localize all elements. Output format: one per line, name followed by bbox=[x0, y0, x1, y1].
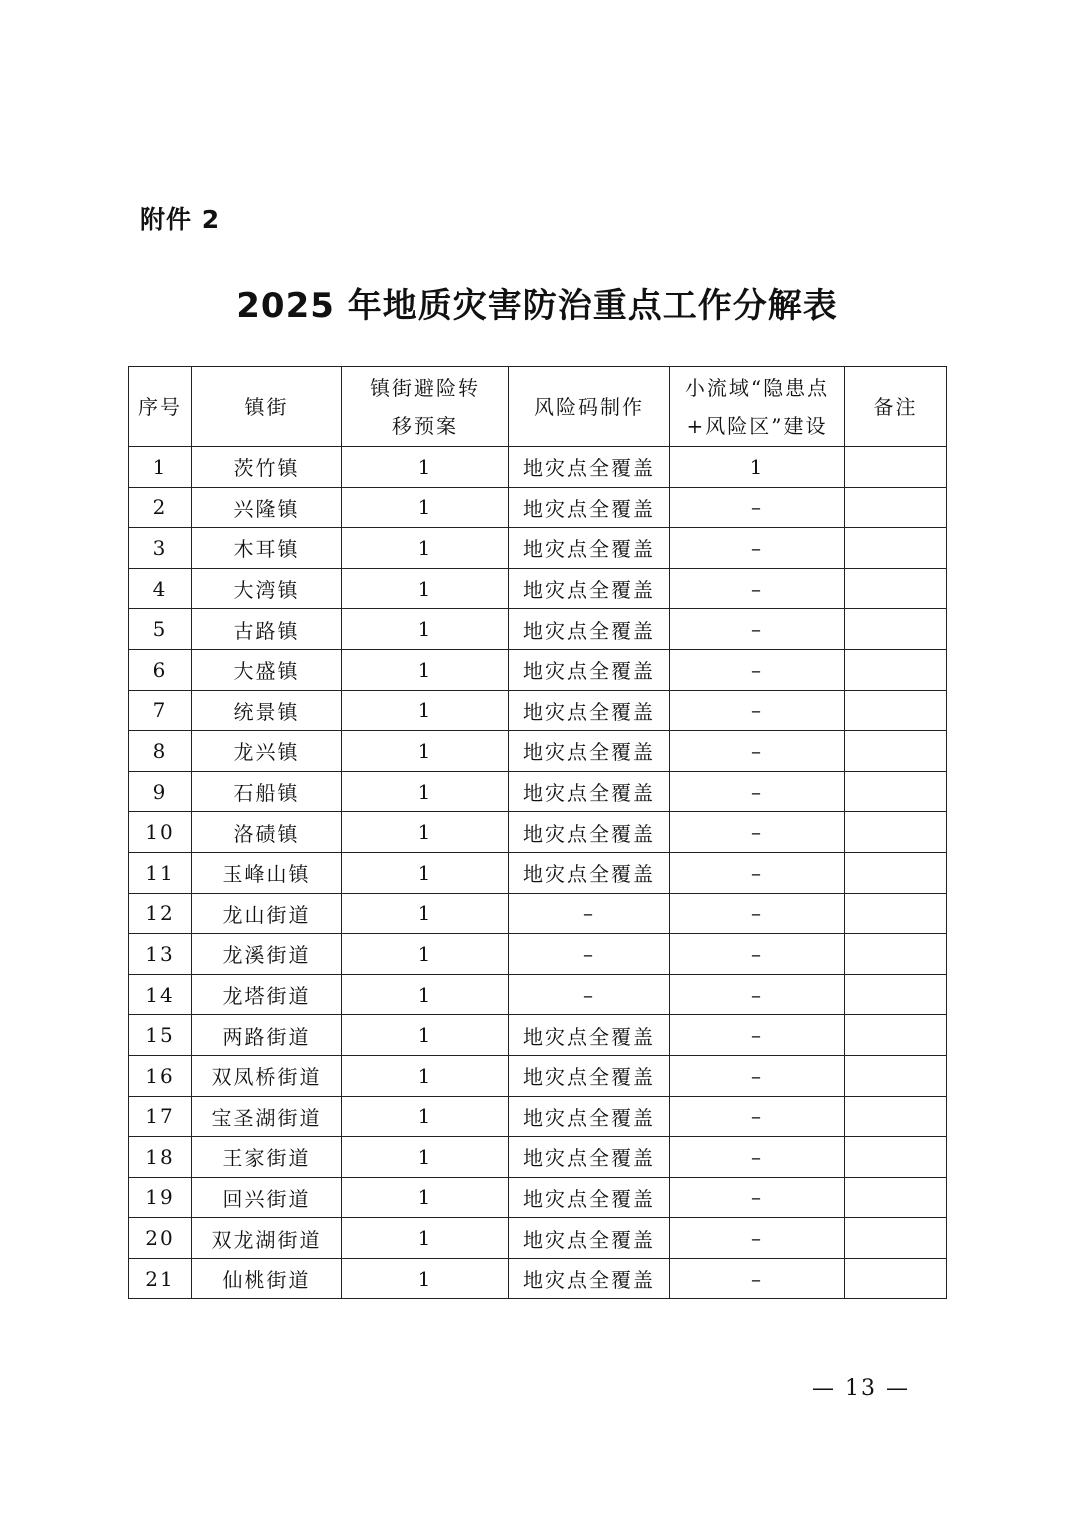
cell-note bbox=[845, 447, 947, 488]
cell-town: 大湾镇 bbox=[192, 568, 342, 609]
cell-plan: 1 bbox=[342, 731, 509, 772]
cell-no: 17 bbox=[129, 1096, 192, 1137]
cell-basin: – bbox=[670, 771, 845, 812]
cell-basin: – bbox=[670, 649, 845, 690]
cell-basin: – bbox=[670, 1258, 845, 1299]
cell-no: 14 bbox=[129, 974, 192, 1015]
table-row bbox=[129, 1015, 947, 1056]
cell-no: 6 bbox=[129, 649, 192, 690]
table-row bbox=[129, 852, 947, 893]
page-number: — 13 — bbox=[812, 1376, 910, 1401]
table-row bbox=[129, 487, 947, 528]
table-body bbox=[129, 447, 947, 1299]
cell-town: 仙桃街道 bbox=[192, 1258, 342, 1299]
table-row bbox=[129, 528, 947, 569]
cell-plan: 1 bbox=[342, 974, 509, 1015]
cell-plan: 1 bbox=[342, 1137, 509, 1178]
cell-code: 地灾点全覆盖 bbox=[509, 1258, 670, 1299]
cell-town: 双凤桥街道 bbox=[192, 1055, 342, 1096]
cell-no: 11 bbox=[129, 852, 192, 893]
cell-no: 15 bbox=[129, 1015, 192, 1056]
cell-town: 王家街道 bbox=[192, 1137, 342, 1178]
cell-code: 地灾点全覆盖 bbox=[509, 487, 670, 528]
cell-no: 10 bbox=[129, 812, 192, 853]
cell-basin: – bbox=[670, 731, 845, 772]
cell-no: 9 bbox=[129, 771, 192, 812]
cell-plan: 1 bbox=[342, 1096, 509, 1137]
table-row bbox=[129, 1258, 947, 1299]
cell-note bbox=[845, 852, 947, 893]
cell-basin: – bbox=[670, 528, 845, 569]
cell-note bbox=[845, 934, 947, 975]
cell-basin: – bbox=[670, 1177, 845, 1218]
table-row bbox=[129, 1137, 947, 1178]
cell-basin: – bbox=[670, 1218, 845, 1259]
cell-plan: 1 bbox=[342, 568, 509, 609]
cell-town: 古路镇 bbox=[192, 609, 342, 650]
cell-plan: 1 bbox=[342, 852, 509, 893]
cell-plan: 1 bbox=[342, 934, 509, 975]
table-row bbox=[129, 1218, 947, 1259]
cell-basin: – bbox=[670, 1015, 845, 1056]
cell-town: 龙兴镇 bbox=[192, 731, 342, 772]
cell-basin: – bbox=[670, 852, 845, 893]
cell-basin: – bbox=[670, 812, 845, 853]
cell-note bbox=[845, 1096, 947, 1137]
table-row bbox=[129, 731, 947, 772]
cell-code: 地灾点全覆盖 bbox=[509, 568, 670, 609]
table-row bbox=[129, 974, 947, 1015]
cell-no: 5 bbox=[129, 609, 192, 650]
cell-town: 玉峰山镇 bbox=[192, 852, 342, 893]
cell-code: 地灾点全覆盖 bbox=[509, 1218, 670, 1259]
table-row bbox=[129, 609, 947, 650]
cell-no: 19 bbox=[129, 1177, 192, 1218]
cell-no: 2 bbox=[129, 487, 192, 528]
table-row bbox=[129, 771, 947, 812]
cell-town: 回兴街道 bbox=[192, 1177, 342, 1218]
cell-basin: – bbox=[670, 568, 845, 609]
cell-town: 龙塔街道 bbox=[192, 974, 342, 1015]
table-row bbox=[129, 649, 947, 690]
table-row bbox=[129, 893, 947, 934]
cell-plan: 1 bbox=[342, 447, 509, 488]
attachment-label: 附件 2 bbox=[140, 205, 221, 234]
cell-no: 21 bbox=[129, 1258, 192, 1299]
cell-note bbox=[845, 893, 947, 934]
cell-plan: 1 bbox=[342, 1055, 509, 1096]
cell-note bbox=[845, 487, 947, 528]
cell-note bbox=[845, 1177, 947, 1218]
cell-town: 两路街道 bbox=[192, 1015, 342, 1056]
cell-code: 地灾点全覆盖 bbox=[509, 690, 670, 731]
cell-plan: 1 bbox=[342, 812, 509, 853]
cell-plan: 1 bbox=[342, 690, 509, 731]
table-header-row bbox=[129, 367, 947, 447]
cell-basin: – bbox=[670, 487, 845, 528]
cell-basin: – bbox=[670, 1096, 845, 1137]
header-cell-no: 序号 bbox=[129, 367, 192, 447]
cell-code: 地灾点全覆盖 bbox=[509, 1177, 670, 1218]
cell-no: 12 bbox=[129, 893, 192, 934]
cell-code: 地灾点全覆盖 bbox=[509, 852, 670, 893]
cell-code: 地灾点全覆盖 bbox=[509, 1137, 670, 1178]
cell-town: 茨竹镇 bbox=[192, 447, 342, 488]
cell-town: 龙山街道 bbox=[192, 893, 342, 934]
cell-no: 3 bbox=[129, 528, 192, 569]
cell-note bbox=[845, 568, 947, 609]
cell-no: 4 bbox=[129, 568, 192, 609]
cell-plan: 1 bbox=[342, 528, 509, 569]
table-row bbox=[129, 568, 947, 609]
cell-code: – bbox=[509, 974, 670, 1015]
cell-plan: 1 bbox=[342, 1218, 509, 1259]
cell-code: 地灾点全覆盖 bbox=[509, 731, 670, 772]
cell-town: 宝圣湖街道 bbox=[192, 1096, 342, 1137]
cell-code: 地灾点全覆盖 bbox=[509, 812, 670, 853]
cell-no: 20 bbox=[129, 1218, 192, 1259]
table-row bbox=[129, 1096, 947, 1137]
table-row bbox=[129, 934, 947, 975]
cell-note bbox=[845, 812, 947, 853]
cell-town: 龙溪街道 bbox=[192, 934, 342, 975]
table-row bbox=[129, 1055, 947, 1096]
cell-plan: 1 bbox=[342, 609, 509, 650]
cell-note bbox=[845, 690, 947, 731]
cell-plan: 1 bbox=[342, 1258, 509, 1299]
cell-code: 地灾点全覆盖 bbox=[509, 1015, 670, 1056]
cell-basin: – bbox=[670, 690, 845, 731]
table-row bbox=[129, 447, 947, 488]
cell-plan: 1 bbox=[342, 649, 509, 690]
cell-town: 大盛镇 bbox=[192, 649, 342, 690]
cell-code: – bbox=[509, 934, 670, 975]
cell-no: 1 bbox=[129, 447, 192, 488]
cell-code: 地灾点全覆盖 bbox=[509, 649, 670, 690]
cell-no: 7 bbox=[129, 690, 192, 731]
cell-plan: 1 bbox=[342, 771, 509, 812]
cell-town: 石船镇 bbox=[192, 771, 342, 812]
cell-code: 地灾点全覆盖 bbox=[509, 771, 670, 812]
cell-plan: 1 bbox=[342, 893, 509, 934]
cell-note bbox=[845, 609, 947, 650]
cell-code: 地灾点全覆盖 bbox=[509, 447, 670, 488]
cell-town: 统景镇 bbox=[192, 690, 342, 731]
cell-code: 地灾点全覆盖 bbox=[509, 1055, 670, 1096]
header-cell-basin: 小流域“隐患点+风险区”建设 bbox=[670, 367, 845, 447]
cell-basin: – bbox=[670, 974, 845, 1015]
cell-town: 木耳镇 bbox=[192, 528, 342, 569]
cell-no: 18 bbox=[129, 1137, 192, 1178]
cell-basin: – bbox=[670, 893, 845, 934]
cell-code: – bbox=[509, 893, 670, 934]
header-cell-plan: 镇街避险转移预案 bbox=[342, 367, 509, 447]
cell-note bbox=[845, 974, 947, 1015]
cell-town: 兴隆镇 bbox=[192, 487, 342, 528]
cell-basin: – bbox=[670, 934, 845, 975]
cell-basin: 1 bbox=[670, 447, 845, 488]
cell-plan: 1 bbox=[342, 1015, 509, 1056]
cell-note bbox=[845, 528, 947, 569]
cell-no: 13 bbox=[129, 934, 192, 975]
cell-code: 地灾点全覆盖 bbox=[509, 609, 670, 650]
cell-note bbox=[845, 1015, 947, 1056]
cell-note bbox=[845, 1258, 947, 1299]
header-cell-note: 备注 bbox=[845, 367, 947, 447]
work-breakdown-table bbox=[128, 366, 947, 1299]
cell-note bbox=[845, 1137, 947, 1178]
cell-note bbox=[845, 1218, 947, 1259]
cell-no: 16 bbox=[129, 1055, 192, 1096]
cell-note bbox=[845, 771, 947, 812]
cell-no: 8 bbox=[129, 731, 192, 772]
cell-note bbox=[845, 649, 947, 690]
cell-plan: 1 bbox=[342, 1177, 509, 1218]
table-row bbox=[129, 1177, 947, 1218]
cell-basin: – bbox=[670, 1055, 845, 1096]
cell-town: 双龙湖街道 bbox=[192, 1218, 342, 1259]
cell-basin: – bbox=[670, 609, 845, 650]
table-row bbox=[129, 690, 947, 731]
cell-code: 地灾点全覆盖 bbox=[509, 1096, 670, 1137]
cell-note bbox=[845, 1055, 947, 1096]
table-row bbox=[129, 812, 947, 853]
cell-basin: – bbox=[670, 1137, 845, 1178]
cell-note bbox=[845, 731, 947, 772]
header-cell-code: 风险码制作 bbox=[509, 367, 670, 447]
document-title: 2025 年地质灾害防治重点工作分解表 bbox=[236, 286, 838, 326]
header-cell-town: 镇街 bbox=[192, 367, 342, 447]
cell-town: 洛碛镇 bbox=[192, 812, 342, 853]
cell-plan: 1 bbox=[342, 487, 509, 528]
cell-code: 地灾点全覆盖 bbox=[509, 528, 670, 569]
